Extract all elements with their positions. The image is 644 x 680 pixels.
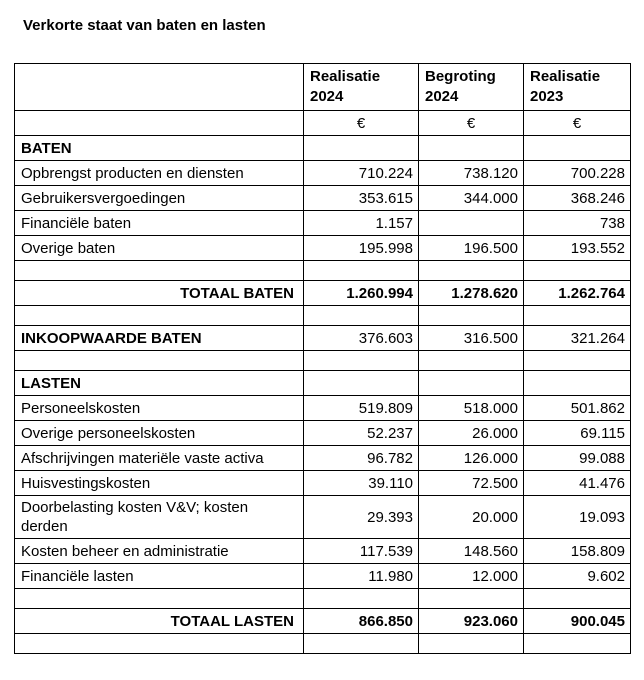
row-label-cell xyxy=(15,261,304,281)
table-row xyxy=(15,261,631,281)
table-row xyxy=(15,496,631,539)
table-row xyxy=(15,589,631,609)
document-title: Verkorte staat van baten en lasten xyxy=(23,17,266,34)
value-cell-realisatie-2024: 96.782 xyxy=(304,446,419,471)
table-row xyxy=(15,186,631,211)
row-label-cell: Overige personeelskosten xyxy=(15,421,304,446)
value-cell-begroting-2024: 12.000 xyxy=(419,564,524,589)
column-header-line2: 2024 xyxy=(425,88,459,105)
table-row xyxy=(15,211,631,236)
row-label-cell: Huisvestingskosten xyxy=(15,471,304,496)
value-cell-realisatie-2024: 519.809 xyxy=(304,396,419,421)
row-label-cell: Afschrijvingen materiële vaste activa xyxy=(15,446,304,471)
value-cell-begroting-2024: 72.500 xyxy=(419,471,524,496)
value-cell-realisatie-2024 xyxy=(304,634,419,654)
value-cell-realisatie-2024 xyxy=(304,351,419,371)
value-cell-begroting-2024: 344.000 xyxy=(419,186,524,211)
table-row xyxy=(15,471,631,496)
table-row xyxy=(15,371,631,396)
value-cell-realisatie-2023: 700.228 xyxy=(524,161,631,186)
column-header-line1: Realisatie xyxy=(310,68,381,85)
column-header-begroting-2024 xyxy=(419,64,524,111)
value-cell-begroting-2024 xyxy=(419,136,524,161)
value-cell-begroting-2024: 196.500 xyxy=(419,236,524,261)
currency-unit-row xyxy=(15,111,631,136)
column-header-line1: Begroting xyxy=(425,68,496,85)
value-cell-realisatie-2024: 376.603 xyxy=(304,326,419,351)
table-row xyxy=(15,236,631,261)
value-cell-realisatie-2023 xyxy=(524,261,631,281)
table-header-row xyxy=(15,64,631,111)
value-cell-realisatie-2023: 41.476 xyxy=(524,471,631,496)
value-cell-realisatie-2024: 117.539 xyxy=(304,539,419,564)
value-cell-realisatie-2023: 321.264 xyxy=(524,326,631,351)
row-label-cell xyxy=(15,634,304,654)
currency-symbol: € xyxy=(304,111,419,136)
value-cell-begroting-2024 xyxy=(419,589,524,609)
value-cell-realisatie-2023 xyxy=(524,351,631,371)
value-cell-realisatie-2024 xyxy=(304,371,419,396)
value-cell-realisatie-2023: 738 xyxy=(524,211,631,236)
row-label-cell xyxy=(15,589,304,609)
value-cell-realisatie-2023 xyxy=(524,306,631,326)
table-row xyxy=(15,161,631,186)
row-label-cell: Personeelskosten xyxy=(15,396,304,421)
value-cell-begroting-2024: 1.278.620 xyxy=(419,281,524,306)
value-cell-realisatie-2023: 9.602 xyxy=(524,564,631,589)
value-cell-realisatie-2024: 11.980 xyxy=(304,564,419,589)
value-cell-realisatie-2024: 1.260.994 xyxy=(304,281,419,306)
column-header-line2: 2024 xyxy=(310,88,344,105)
table-row xyxy=(15,446,631,471)
value-cell-begroting-2024: 126.000 xyxy=(419,446,524,471)
value-cell-realisatie-2023: 368.246 xyxy=(524,186,631,211)
value-cell-realisatie-2023 xyxy=(524,371,631,396)
row-label-cell: Financiële baten xyxy=(15,211,304,236)
table-row xyxy=(15,539,631,564)
row-label-cell: Opbrengst producten en diensten xyxy=(15,161,304,186)
value-cell-realisatie-2023: 1.262.764 xyxy=(524,281,631,306)
value-cell-realisatie-2023 xyxy=(524,136,631,161)
value-cell-begroting-2024: 148.560 xyxy=(419,539,524,564)
row-label-cell: Doorbelasting kosten V&V; kosten derden xyxy=(15,496,304,539)
table-row xyxy=(15,281,631,306)
value-cell-realisatie-2024: 39.110 xyxy=(304,471,419,496)
row-label-cell: TOTAAL LASTEN xyxy=(15,609,304,634)
value-cell-realisatie-2024: 52.237 xyxy=(304,421,419,446)
value-cell-realisatie-2023: 99.088 xyxy=(524,446,631,471)
table-row xyxy=(15,634,631,654)
unit-cell-empty xyxy=(15,111,304,136)
value-cell-realisatie-2023: 193.552 xyxy=(524,236,631,261)
value-cell-realisatie-2023: 501.862 xyxy=(524,396,631,421)
table-row xyxy=(15,609,631,634)
table-row xyxy=(15,396,631,421)
value-cell-realisatie-2024 xyxy=(304,136,419,161)
value-cell-realisatie-2024 xyxy=(304,261,419,281)
row-label-cell: Financiële lasten xyxy=(15,564,304,589)
table-row xyxy=(15,564,631,589)
row-label-cell xyxy=(15,351,304,371)
value-cell-begroting-2024: 738.120 xyxy=(419,161,524,186)
value-cell-begroting-2024 xyxy=(419,306,524,326)
row-label-cell: Overige baten xyxy=(15,236,304,261)
value-cell-realisatie-2023 xyxy=(524,634,631,654)
statement-table xyxy=(14,63,631,654)
row-label-cell: Kosten beheer en administratie xyxy=(15,539,304,564)
value-cell-begroting-2024: 923.060 xyxy=(419,609,524,634)
value-cell-begroting-2024: 518.000 xyxy=(419,396,524,421)
value-cell-begroting-2024: 20.000 xyxy=(419,496,524,539)
row-label-cell: TOTAAL BATEN xyxy=(15,281,304,306)
currency-symbol: € xyxy=(419,111,524,136)
value-cell-begroting-2024: 26.000 xyxy=(419,421,524,446)
value-cell-realisatie-2024: 29.393 xyxy=(304,496,419,539)
row-label-cell: INKOOPWAARDE BATEN xyxy=(15,326,304,351)
value-cell-begroting-2024: 316.500 xyxy=(419,326,524,351)
row-label-cell: BATEN xyxy=(15,136,304,161)
value-cell-realisatie-2023: 900.045 xyxy=(524,609,631,634)
table-row xyxy=(15,326,631,351)
value-cell-realisatie-2023: 19.093 xyxy=(524,496,631,539)
value-cell-realisatie-2023: 69.115 xyxy=(524,421,631,446)
currency-symbol: € xyxy=(524,111,631,136)
row-label-cell: Gebruikersvergoedingen xyxy=(15,186,304,211)
value-cell-realisatie-2024: 195.998 xyxy=(304,236,419,261)
value-cell-begroting-2024 xyxy=(419,261,524,281)
table-row xyxy=(15,306,631,326)
table-row xyxy=(15,421,631,446)
table-row xyxy=(15,351,631,371)
value-cell-realisatie-2024 xyxy=(304,306,419,326)
value-cell-realisatie-2024: 353.615 xyxy=(304,186,419,211)
value-cell-realisatie-2024: 710.224 xyxy=(304,161,419,186)
value-cell-begroting-2024 xyxy=(419,634,524,654)
value-cell-begroting-2024 xyxy=(419,211,524,236)
value-cell-realisatie-2024: 866.850 xyxy=(304,609,419,634)
column-header-empty xyxy=(15,64,304,111)
value-cell-realisatie-2023 xyxy=(524,589,631,609)
column-header-realisatie-2024 xyxy=(304,64,419,111)
value-cell-realisatie-2023: 158.809 xyxy=(524,539,631,564)
table-row xyxy=(15,136,631,161)
value-cell-begroting-2024 xyxy=(419,351,524,371)
column-header-line2: 2023 xyxy=(530,88,564,105)
row-label-cell: LASTEN xyxy=(15,371,304,396)
table-header xyxy=(15,64,631,136)
column-header-realisatie-2023 xyxy=(524,64,631,111)
value-cell-realisatie-2024: 1.157 xyxy=(304,211,419,236)
value-cell-realisatie-2024 xyxy=(304,589,419,609)
column-header-line1: Realisatie xyxy=(530,68,601,85)
statement-table-body xyxy=(15,136,631,654)
value-cell-begroting-2024 xyxy=(419,371,524,396)
row-label-cell xyxy=(15,306,304,326)
